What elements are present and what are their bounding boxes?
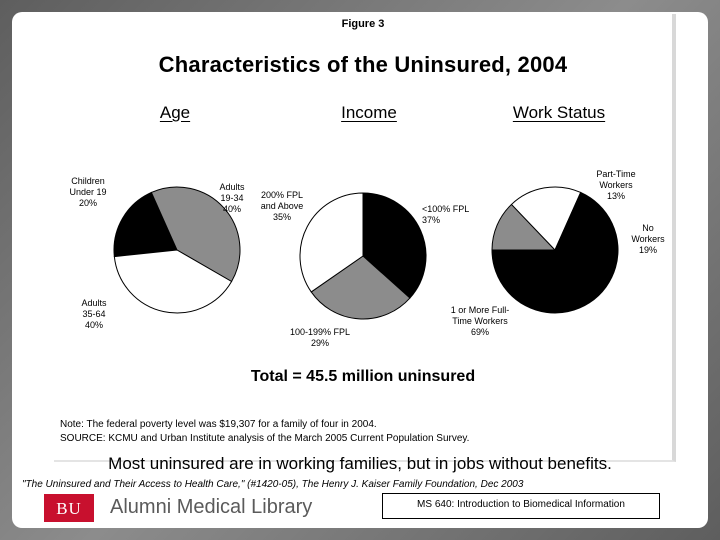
pie-label-work-status-1: No Workers 19% bbox=[631, 223, 665, 255]
bu-logo bbox=[44, 494, 94, 522]
figure-panel bbox=[54, 14, 676, 462]
source-note: SOURCE: KCMU and Urban Institute analysis of the March 2005 Current Population Survey. bbox=[60, 433, 470, 444]
pie-label-age-2: Adults 35-64 40% bbox=[81, 298, 107, 330]
total-uninsured: Total = 45.5 million uninsured bbox=[250, 368, 476, 385]
pie-label-income-1: 100-199% FPL 29% bbox=[289, 327, 351, 348]
bu-logo-text: BU bbox=[56, 499, 82, 518]
pie-label-work-status-2: 1 or More Full-Time Workers 69% bbox=[450, 305, 510, 337]
age-chart-header: Age bbox=[159, 103, 191, 122]
citation: "The Uninsured and Their Access to Health Care," (#1420-05), The Henry J. Kaiser Family Foundation, Dec 2003 bbox=[22, 479, 524, 490]
slide-caption: Most uninsured are in working families, but in jobs without benefits. bbox=[108, 454, 612, 473]
pie-label-income-2: 200% FPL and Above 35% bbox=[260, 190, 304, 222]
pie-label-age-1: Adults 19-34 40% bbox=[219, 182, 245, 214]
pie-label-age-0: Children Under 19 20% bbox=[69, 176, 107, 208]
fpl-note: Note: The federal poverty level was $19,307 for a family of four in 2004. bbox=[60, 419, 377, 430]
income-chart-header: Income bbox=[341, 103, 397, 122]
figure-label: Figure 3 bbox=[341, 18, 385, 30]
work-status-chart-header: Work Status bbox=[512, 103, 606, 122]
pie-charts bbox=[54, 14, 672, 460]
chart-title: Characteristics of the Uninsured, 2004 bbox=[158, 52, 568, 77]
pie-label-work-status-0: Part-Time Workers 13% bbox=[596, 169, 636, 201]
course-box bbox=[382, 493, 660, 519]
slide bbox=[12, 12, 708, 528]
course-label: MS 640: Introduction to Biomedical Information bbox=[417, 499, 625, 510]
pie-label-income-0: <100% FPL 37% bbox=[422, 204, 470, 225]
library-name: Alumni Medical Library bbox=[110, 496, 313, 518]
